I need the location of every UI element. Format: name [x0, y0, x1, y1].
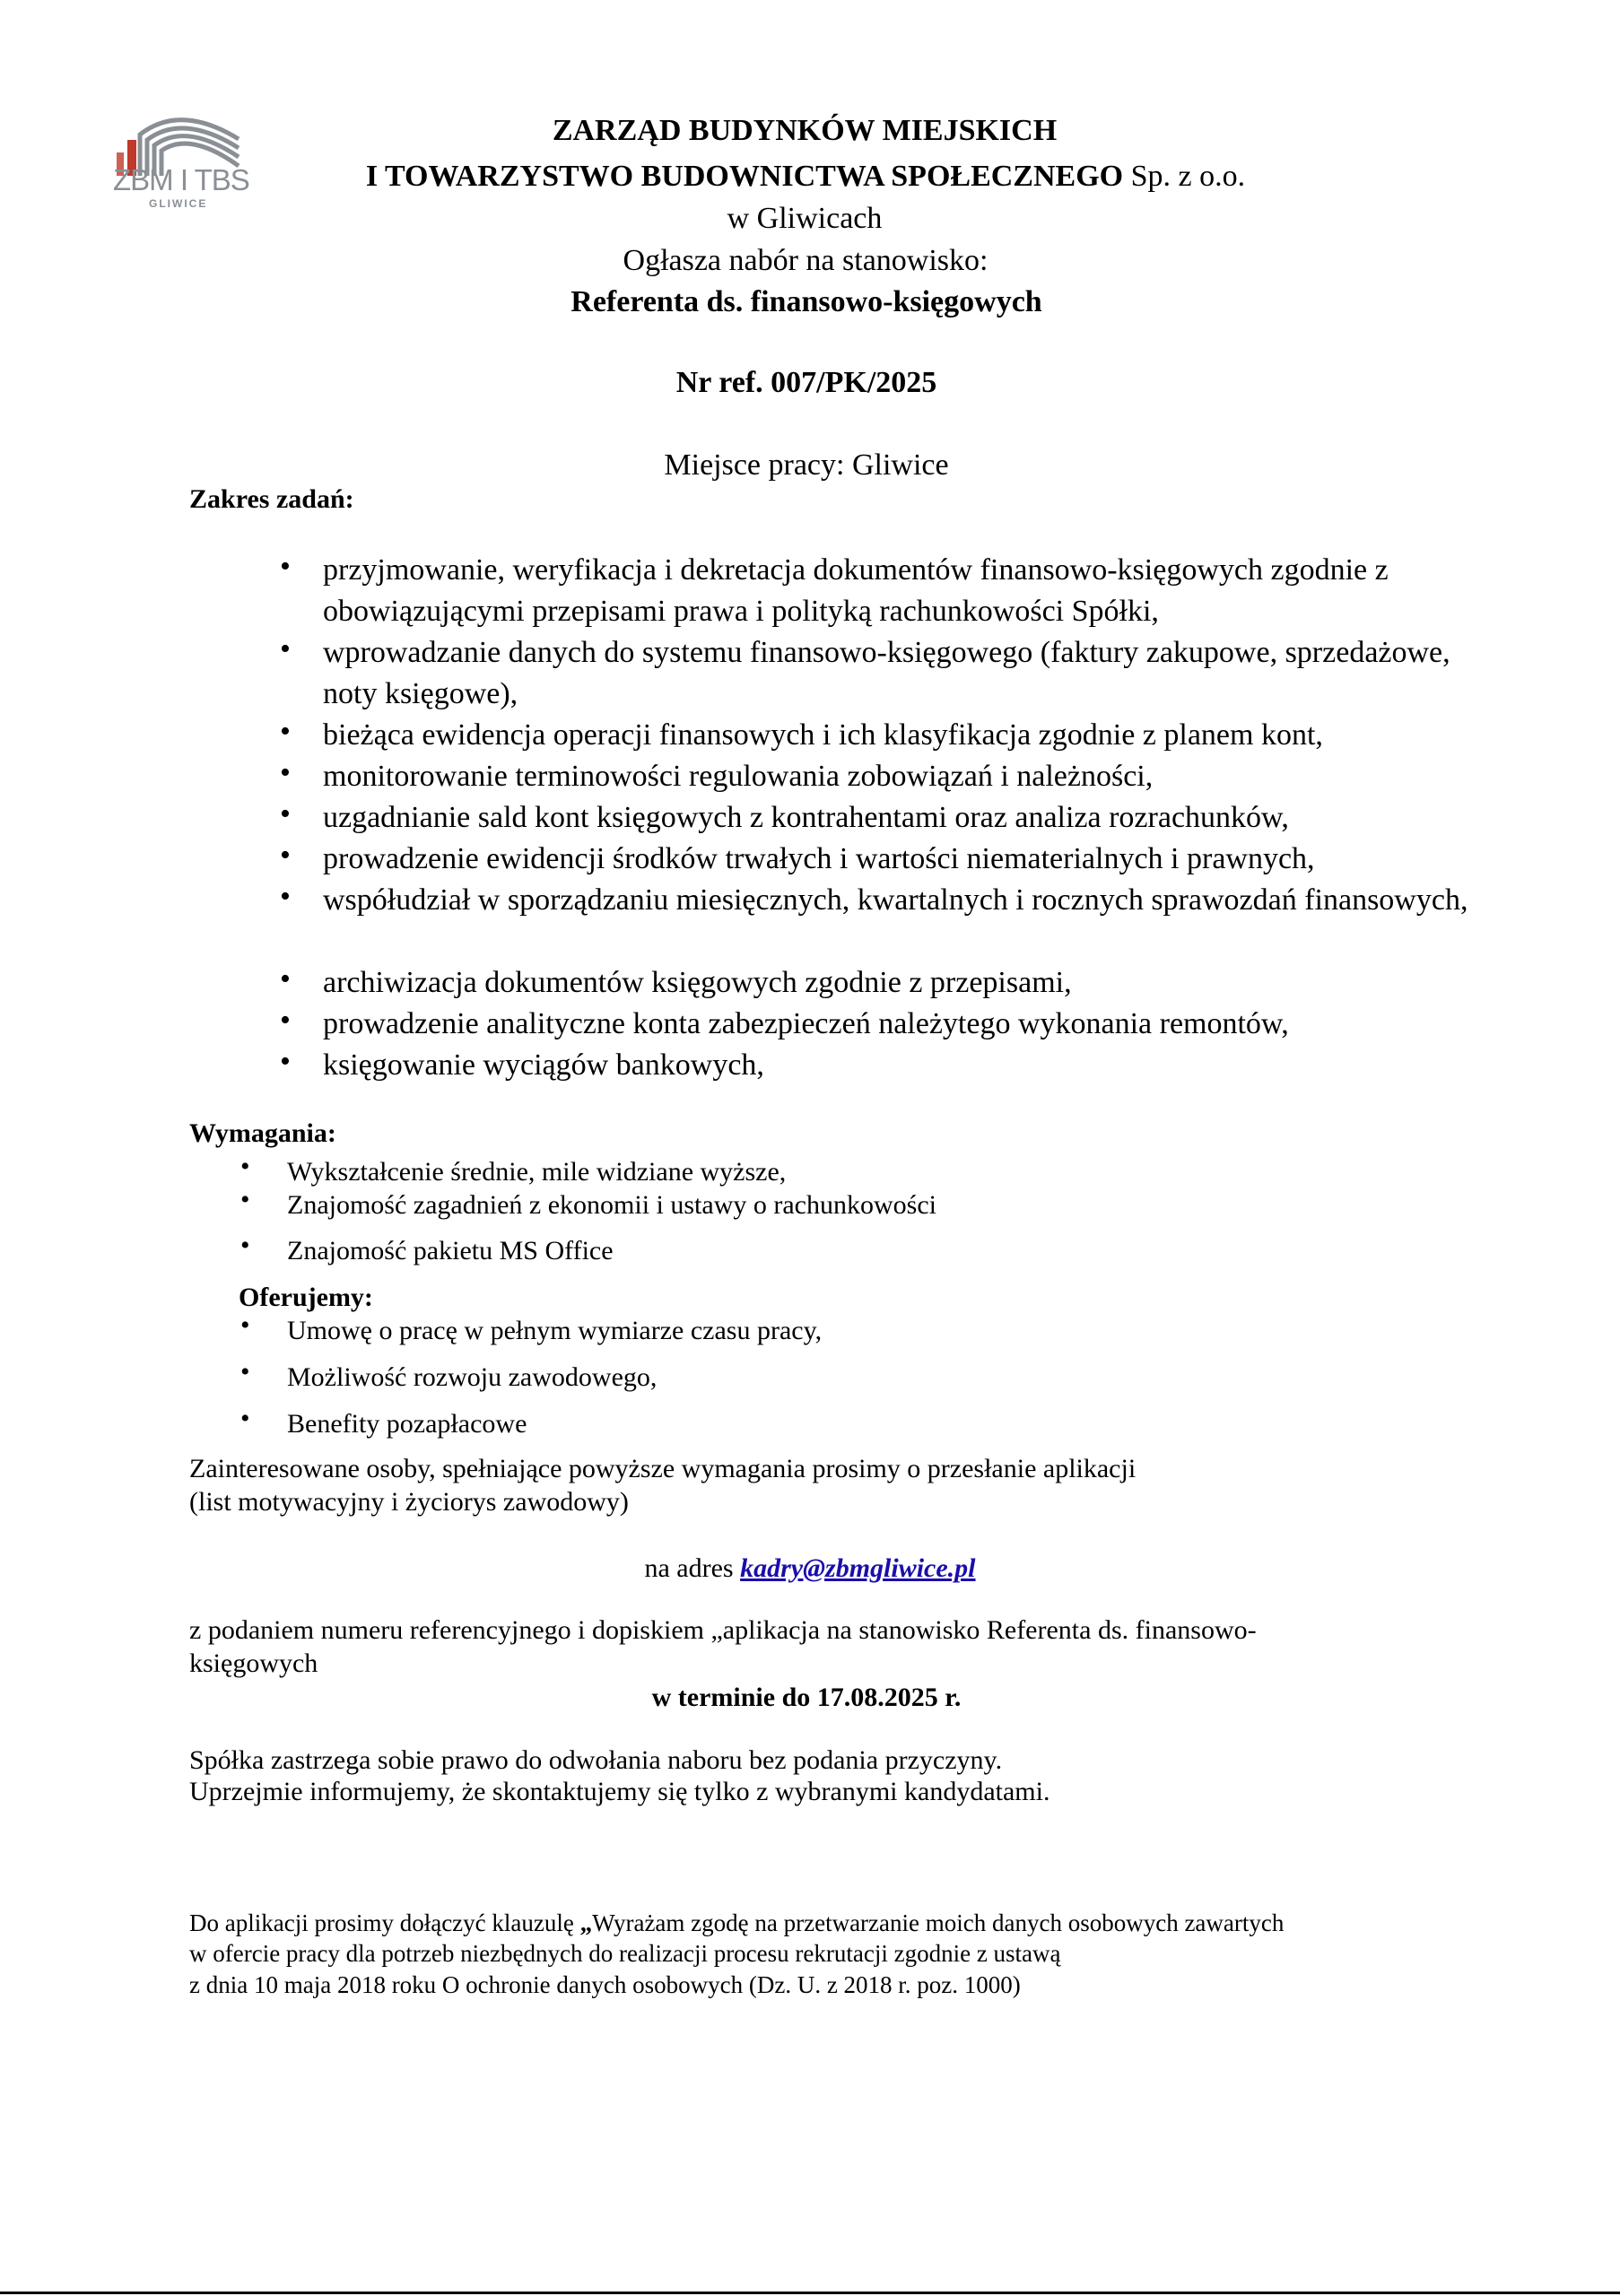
- list-item: • Możliwość rozwoju zawodowego,: [287, 1362, 657, 1393]
- header-line3: w Gliwicach: [727, 202, 883, 235]
- position-title: Referenta ds. finansowo-księgowych: [570, 285, 1042, 318]
- page-bottom-border: [0, 2292, 1620, 2294]
- reference-number: Nr ref. 007/PK/2025: [675, 366, 937, 399]
- clause-line1: [189, 1909, 1284, 1937]
- list-item: • Znajomość zagadnień z ekonomii i ustawy o rachunkowości: [287, 1190, 936, 1221]
- logo-text: ZBM I TBS: [113, 163, 249, 196]
- list-item: • monitorowanie terminowości regulowania zobowiązań i należności,: [323, 756, 1489, 797]
- clause-line2: w ofercie pracy dla potrzeb niezbędnych do realizacji procesu rekrutacji zgodnie z ustawą: [189, 1940, 1061, 1967]
- list-item: • Wykształcenie średnie, mile widziane wyższe,: [287, 1157, 786, 1187]
- list-item: • księgowanie wyciągów bankowych,: [323, 1045, 1489, 1086]
- list-item: • uzgadnianie sald kont księgowych z kontrahentami oraz analiza rozrachunków,: [323, 797, 1489, 839]
- list-item: • współudział w sporządzaniu miesięcznych, kwartalnych i rocznych sprawozdań finansowych,: [323, 880, 1489, 962]
- logo-subtext: GLIWICE: [149, 197, 208, 210]
- work-place: Miejsce pracy: Gliwice: [664, 448, 949, 482]
- tasks-list: [323, 550, 1489, 1086]
- reference-note-line1: z podaniem numeru referencyjnego i dopiskiem „aplikacja na stanowisko Referenta ds. finansowo-: [189, 1615, 1257, 1645]
- header-line2-rest: Sp. z o.o.: [1123, 160, 1246, 193]
- email-line: [0, 1552, 1620, 1585]
- email-prefix: na adres: [644, 1553, 741, 1583]
- header-line4: Ogłasza nabór na stanowisko:: [623, 244, 989, 277]
- clause-quote: „: [579, 1909, 593, 1936]
- note-line1: Spółka zastrzega sobie prawo do odwołania naboru bez podania przyczyny.: [189, 1745, 1003, 1775]
- list-item: • Umowę o pracę w pełnym wymiarze czasu pracy,: [287, 1316, 822, 1346]
- tasks-title: Zakres zadań:: [189, 484, 354, 514]
- list-item: • Benefity pozapłacowe: [287, 1409, 527, 1439]
- header-line1: ZARZĄD BUDYNKÓW MIEJSKICH: [552, 114, 1058, 147]
- deadline: w terminie do 17.08.2025 r.: [651, 1683, 962, 1712]
- apply-line2: (list motywacyjny i życiorys zawodowy): [189, 1487, 629, 1517]
- list-item: • prowadzenie ewidencji środków trwałych i wartości niematerialnych i prawnych,: [323, 839, 1489, 880]
- reference-note-line2: księgowych: [189, 1648, 318, 1678]
- list-item: • wprowadzanie danych do systemu finansowo-księgowego (faktury zakupowe, sprzedażowe, noty księgowe),: [323, 632, 1489, 715]
- list-item: • archiwizacja dokumentów księgowych zgodnie z przepisami,: [323, 962, 1489, 1004]
- list-item: • Znajomość pakietu MS Office: [287, 1236, 614, 1266]
- header-line2-bold: I TOWARZYSTWO BUDOWNICTWA SPOŁECZNEGO: [365, 160, 1124, 193]
- list-item: • przyjmowanie, weryfikacja i dekretacja dokumentów finansowo-księgowych zgodnie z obowiązującymi przepisami prawa i polityką rachunkowości Spółki,: [323, 550, 1489, 632]
- email-link[interactable]: kadry@zbmgliwice.pl: [740, 1553, 976, 1583]
- header-line2: [0, 160, 1616, 194]
- list-item: • prowadzenie analityczne konta zabezpieczeń należytego wykonania remontów,: [323, 1004, 1489, 1045]
- note-line2: Uprzejmie informujemy, że skontaktujemy się tylko z wybranymi kandydatami.: [189, 1777, 1050, 1806]
- list-item: • bieżąca ewidencja operacji finansowych i ich klasyfikacja zgodnie z planem kont,: [323, 715, 1489, 756]
- offer-title: Oferujemy:: [239, 1283, 373, 1312]
- clause-line3: z dnia 10 maja 2018 roku O ochronie danych osobowych (Dz. U. z 2018 r. poz. 1000): [189, 1971, 1021, 1998]
- clause-line1-rest: Wyrażam zgodę na przetwarzanie moich danych osobowych zawartych: [592, 1909, 1285, 1936]
- requirements-title: Wymagania:: [189, 1118, 336, 1148]
- apply-line1: Zainteresowane osoby, spełniające powyższe wymagania prosimy o przesłanie aplikacji: [189, 1454, 1137, 1483]
- clause-prefix: Do aplikacji prosimy dołączyć klauzulę: [189, 1909, 580, 1936]
